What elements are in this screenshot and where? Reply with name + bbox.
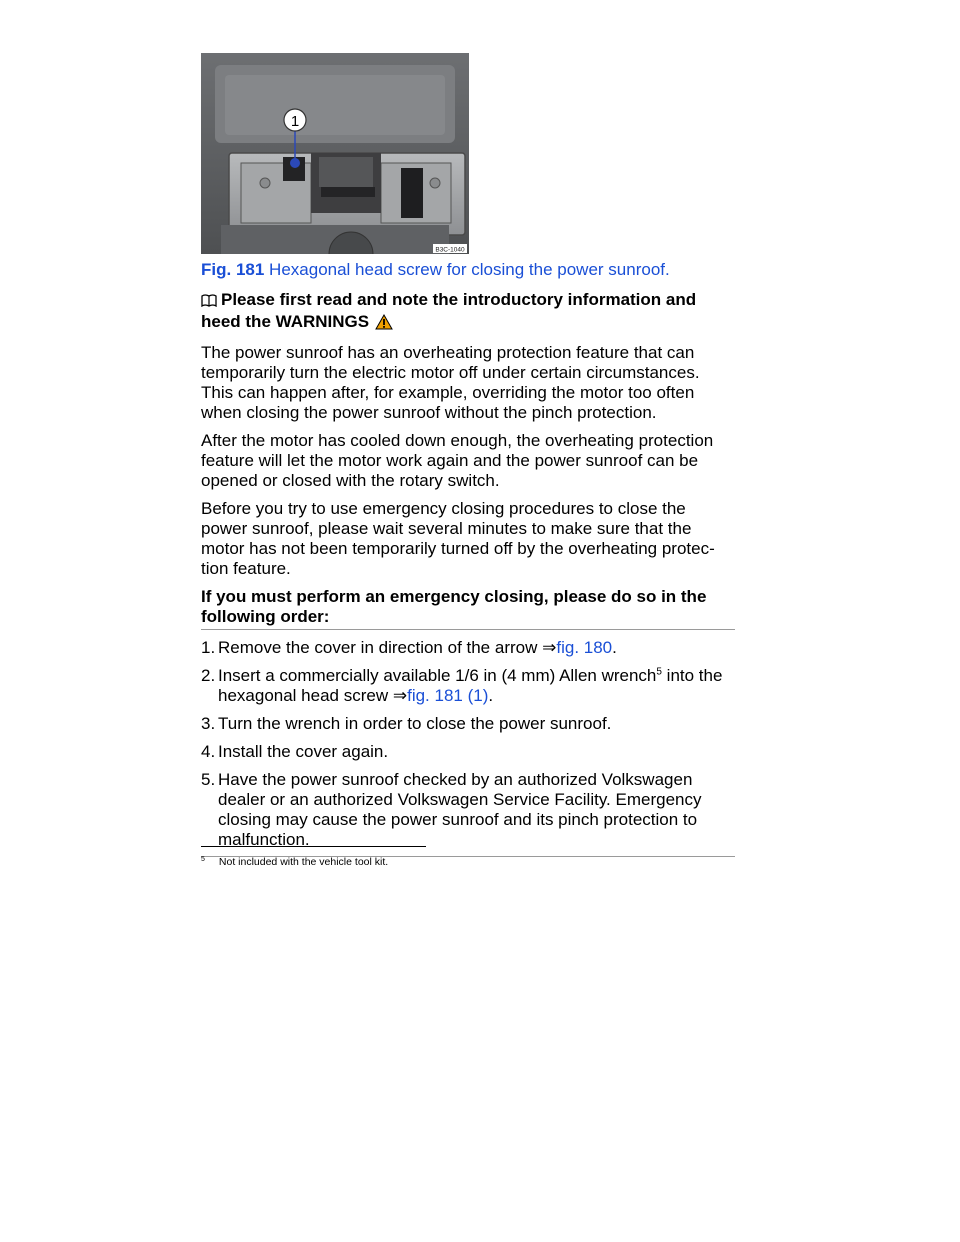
list-item: 4. Install the cover again.: [201, 742, 389, 761]
step-number: 4.: [201, 742, 216, 761]
link-fig-180[interactable]: fig. 180: [556, 638, 613, 657]
figure-label: Fig. 181: [201, 260, 265, 279]
main-content: [201, 290, 735, 857]
book-icon: [201, 292, 217, 312]
figure-code: B3C-1040: [435, 246, 465, 254]
warning-triangle-icon[interactable]: [375, 314, 393, 335]
step-number: 2.: [201, 666, 216, 685]
figure-image: [201, 53, 469, 254]
list-item: 2. Insert a commercially available 1/6 in (4 mm) Allen wrench$^5$ into the hexagonal head screw ⇒fig. 181 (1).: [201, 666, 723, 705]
steps-list: [201, 638, 735, 857]
footnote-mark: 5: [201, 855, 205, 863]
intro-note: [201, 290, 735, 335]
paragraph: After the motor has cooled down enough, the overheating protection feature will let the motor work again and the power sunroof can be opened or closed with the rotary switch.: [201, 431, 714, 490]
arrow-icon: ⇒: [542, 638, 557, 657]
link-fig-181[interactable]: fig. 181 (1): [407, 686, 489, 705]
list-item: 1. Remove the cover in direction of the arrow ⇒fig. 180.: [201, 638, 617, 657]
footnote-divider: [201, 846, 426, 847]
step-number: 1.: [201, 638, 216, 657]
figure-caption-text: Hexagonal head screw for closing the power sunroof.: [269, 260, 670, 279]
intro-note-text: Please first read and note the introductory information and heed the WARNINGS: [201, 290, 697, 331]
footnote: [201, 856, 388, 868]
footnote-ref[interactable]: 5: [656, 666, 662, 678]
paragraph: Before you try to use emergency closing procedures to close the power sunroof, please wait several minutes to make sure that the motor has not been temporarily turned off by the overheating protec-tion feature.: [201, 499, 715, 578]
step-number: 3.: [201, 714, 216, 733]
list-item: 5. Have the power sunroof checked by an authorized Volkswagen dealer or an authorized Volkswagen Service Facility. Emergency closing may cause the power sunroof and its pinch protection to malfunction.: [201, 770, 702, 849]
paragraph: The power sunroof has an overheating protection feature that can temporarily turn the electric motor off under certain circumstances. This can happen after, for example, overriding the motor too often when closing the power sunroof without the pinch protection.: [201, 343, 700, 422]
step-number: 5.: [201, 770, 216, 789]
footnote-text: Not included with the vehicle tool kit.: [218, 856, 389, 868]
list-item: 3. Turn the wrench in order to close the power sunroof.: [201, 714, 612, 733]
callout-number: 1: [290, 113, 300, 130]
arrow-icon: ⇒: [392, 686, 408, 705]
steps-heading: If you must perform an emergency closing, please do so in the following order:: [201, 587, 735, 630]
figure-caption: [201, 260, 670, 280]
